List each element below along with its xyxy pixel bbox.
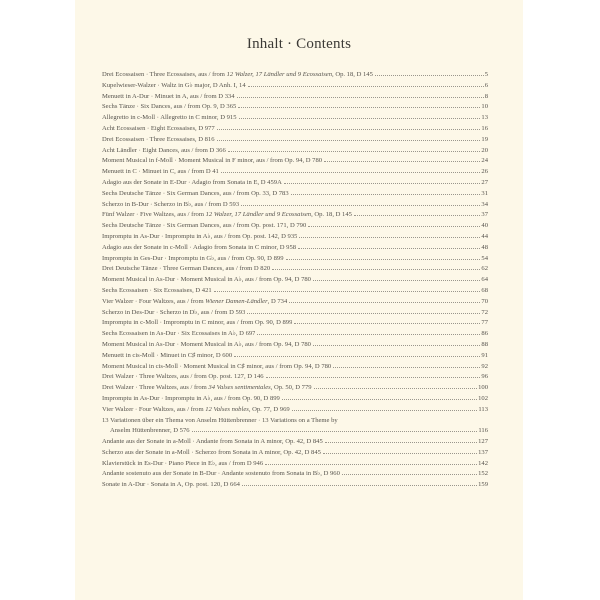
toc-entry: [102, 459, 488, 470]
title-text: Andante aus der Sonate in a-Moll · Andante from Sonata in A minor, Op. 42, D 845: [102, 438, 323, 446]
title-text: Sechs Deutsche Tänze · Six German Dances, aus / from Op. post. 171, D 790: [102, 222, 307, 230]
title-text: Sechs Deutsche Tänze · Six German Dances, aus / from Op. 33, D 783: [102, 189, 289, 197]
document-page: [75, 0, 523, 600]
title-text: Drei Ecossaisen · Three Ecossaises, D 816: [102, 135, 215, 143]
toc-entry: [102, 264, 488, 275]
dot-leader: [266, 377, 481, 378]
toc-entry: [102, 200, 488, 211]
dot-leader: [192, 431, 478, 432]
title-text: Drei Walzer · Three Waltzes, aus / from: [102, 384, 209, 392]
toc-entry-title: [102, 308, 245, 319]
toc-entry-title: [102, 102, 236, 113]
dot-leader: [323, 453, 477, 454]
dot-leader: [217, 140, 481, 141]
page-number: 31: [481, 189, 488, 197]
dot-leader: [221, 172, 481, 173]
page-number: 16: [481, 124, 488, 132]
page-number: 44: [481, 232, 488, 240]
dot-leader: [342, 474, 477, 475]
page-number: 77: [481, 319, 488, 327]
toc-entry: [102, 286, 488, 297]
toc-entry-title: [102, 318, 292, 329]
collection-title: 12 Valses nobles: [205, 405, 249, 413]
page-number: 142: [478, 459, 488, 467]
title-text: Sechs Ecossaisen · Six Ecossaises, D 421: [102, 286, 212, 294]
page-number: 6: [484, 81, 488, 89]
toc-entry-title: [102, 221, 306, 232]
title-text: Impromptu in c-Moll · Impromptu in C minor, aus / from Op. 90, D 899: [102, 319, 293, 327]
toc-entry: [102, 469, 488, 480]
dot-leader: [237, 97, 484, 98]
toc-entry: [102, 383, 488, 394]
toc-entry: [102, 167, 488, 178]
toc-entry-title: [102, 92, 235, 103]
title-text: Menuett in cis-Moll · Minuet in C♯ minor, D 600: [102, 351, 233, 359]
dot-leader: [247, 313, 480, 314]
page-number: 68: [481, 286, 488, 294]
page-number: 8: [484, 92, 488, 100]
toc-entry: [102, 113, 488, 124]
dot-leader: [294, 323, 480, 324]
title-text: Moment Musical in As-Dur · Moment Musical in A♭, aus / from Op. 94, D 780: [102, 276, 311, 284]
toc-entry-title: [102, 351, 232, 362]
page-number: 113: [478, 405, 488, 413]
title-text: Sonate in A-Dur · Sonata in A, Op. post. 120, D 664: [102, 481, 240, 489]
toc-entry: [102, 254, 488, 265]
page-number: 40: [481, 222, 488, 230]
title-text: Moment Musical in cis-Moll · Moment Musical in C♯ minor, aus / from Op. 94, D 780: [102, 362, 332, 370]
title-text: Impromptu in Ges-Dur · Impromptu in G♭, aus / from Op. 90, D 899: [102, 254, 284, 262]
toc-entry-title: [102, 340, 311, 351]
toc-entry-title: Anselm Hüttenbrenner, D 576: [110, 427, 190, 435]
page-number: 26: [481, 168, 488, 176]
title-text: Drei Ecossaisen · Three Ecossaises, aus / from: [102, 71, 227, 78]
dot-leader: [289, 302, 480, 303]
page-number: 5: [484, 71, 488, 78]
toc-entry: [102, 351, 488, 362]
toc-entry: [102, 329, 488, 340]
dot-leader: [239, 118, 481, 119]
toc-entry-title: [102, 254, 284, 265]
page-title: Inhalt · Contents: [246, 36, 352, 52]
page-number: 96: [481, 373, 488, 381]
toc-entry: [102, 405, 488, 416]
toc-entry: [102, 210, 488, 221]
toc-entry: [102, 221, 488, 232]
page-number: 24: [481, 157, 488, 165]
toc-entry-title: [102, 394, 280, 405]
toc-entry-title: [102, 405, 290, 416]
page-number: 62: [481, 265, 488, 273]
toc-entry: [102, 437, 488, 448]
title-text: Allegretto in c-Moll · Allegretto in C minor, D 915: [102, 114, 237, 122]
dot-leader: [238, 107, 480, 108]
toc-entry-title: [102, 167, 219, 178]
toc-entry-title: [102, 297, 287, 308]
toc-entry-title: [102, 232, 297, 243]
page-number: 34: [481, 200, 488, 208]
catalog-number: , Op. 18, D 145: [311, 211, 352, 219]
toc-entry: [102, 189, 488, 200]
page-number: 13: [481, 114, 488, 122]
page-number: 127: [478, 438, 488, 446]
toc-entry: [102, 232, 488, 243]
page-number: 100: [478, 384, 488, 392]
page-number: 54: [481, 254, 488, 262]
toc-entry-multiline-second: [102, 426, 488, 437]
title-text: Menuett in C · Minuet in C, aus / from D 41: [102, 168, 219, 176]
toc-entry: [102, 135, 488, 146]
collection-title: Wiener Damen-Ländler: [205, 297, 268, 305]
page-number: 102: [478, 394, 488, 402]
dot-leader: [314, 388, 478, 389]
toc-entry-title: [102, 135, 215, 146]
title-text: Sechs Tänze · Six Dances, aus / from Op. 9, D 365: [102, 103, 237, 111]
toc-entry-title: [102, 448, 321, 459]
toc-entry-multiline-first: 13 Variationen über ein Thema von Anselm Hüttenbrenner · 13 Variations on a Theme by: [102, 416, 338, 424]
title-text: Klavierstück in Es-Dur · Piano Piece in E♭, aus / from D 946: [102, 459, 264, 467]
toc-entry-title: [102, 113, 237, 124]
page-number: 64: [481, 276, 488, 284]
dot-leader: [234, 356, 480, 357]
toc-entry-title: [102, 178, 282, 189]
collection-title: 12 Walzer, 17 Ländler und 9 Ecossaisen: [226, 71, 333, 78]
toc-entry-title: [102, 124, 215, 135]
toc-entry-title: [102, 329, 255, 340]
dot-leader: [272, 269, 480, 270]
title-text: Moment Musical in f-Moll · Moment Musical in F minor, aus / from Op. 94, D 780: [102, 157, 323, 165]
toc-entry-title: [102, 383, 312, 394]
toc-entry: [102, 178, 488, 189]
collection-title: 12 Walzer, 17 Ländler und 9 Ecossaisen: [205, 211, 312, 219]
dot-leader: [324, 161, 480, 162]
title-text: Andante sostenuto aus der Sonate in B-Dur · Andante sostenuto from Sonata in B♭, D 960: [102, 470, 340, 478]
dot-leader: [257, 334, 480, 335]
title-text: Acht Ländler · Eight Dances, aus / from D 366: [102, 146, 226, 154]
dot-leader: [354, 215, 480, 216]
title-text: Vier Walzer · Four Waltzes, aus / from: [102, 297, 206, 305]
title-text: Menuett in A-Dur · Minuet in A, aus / from D 334: [102, 92, 235, 100]
page-number: 72: [481, 308, 488, 316]
title-text: Impromptu in As-Dur · Impromptu in A♭, aus / from Op. 90, D 899: [102, 394, 280, 402]
toc-entry: [102, 297, 488, 308]
title-text: Acht Ecossaisen · Eight Ecossaises, D 977: [102, 124, 215, 132]
toc-entry-title: [102, 275, 311, 286]
dot-leader: [265, 464, 477, 465]
toc-entry-title: [102, 210, 352, 221]
title-text: Adagio aus der Sonate in c-Moll · Adagio from Sonata in C minor, D 958: [102, 243, 297, 251]
title-text: Scherzo in Des-Dur · Scherzo in D♭, aus / from D 593: [102, 308, 246, 316]
toc-entry: [102, 318, 488, 329]
toc-entry: [102, 480, 488, 491]
toc-entry: [102, 243, 488, 254]
toc-entry-title: [102, 362, 331, 373]
page-number: 19: [481, 135, 488, 143]
catalog-number: , Op. 77, D 969: [248, 405, 290, 413]
dot-leader: [298, 248, 480, 249]
title-text: Adagio aus der Sonate in E-Dur · Adagio from Sonata in E, D 459A: [102, 178, 282, 186]
dot-leader: [214, 291, 481, 292]
page-number: 86: [481, 330, 488, 338]
dot-leader: [242, 485, 477, 486]
page-number: 91: [481, 351, 488, 359]
toc-entry: [102, 124, 488, 135]
dot-leader: [313, 280, 480, 281]
collection-title: 34 Valses sentimentales: [208, 384, 271, 392]
table-of-contents: [102, 70, 488, 491]
dot-leader: [299, 237, 480, 238]
toc-entry-title: [102, 70, 373, 81]
toc-entry: [102, 308, 488, 319]
page-number: 70: [481, 297, 488, 305]
toc-entry-title: [102, 480, 240, 491]
title-text: Vier Walzer · Four Waltzes, aus / from: [102, 405, 206, 413]
toc-entry-title: [102, 372, 264, 383]
toc-entry-title: [102, 200, 239, 211]
toc-entry-title: [102, 243, 296, 254]
dot-leader: [292, 410, 478, 411]
title-text: Moment Musical in As-Dur · Moment Musical in A♭, aus / from Op. 94, D 780: [102, 340, 311, 348]
toc-entry: [102, 81, 488, 92]
catalog-number: , Op. 50, D 779: [270, 384, 312, 392]
dot-leader: [333, 367, 480, 368]
dot-leader: [308, 226, 480, 227]
page-number: 10: [481, 103, 488, 111]
toc-entry: [102, 156, 488, 167]
toc-entry-title: [102, 156, 322, 167]
dot-leader: [284, 183, 481, 184]
toc-entry: [102, 92, 488, 103]
toc-entry: [102, 146, 488, 157]
catalog-number: , Op. 18, D 145: [332, 71, 373, 78]
title-text: Impromptu in As-Dur · Impromptu in A♭, aus / from Op. post. 142, D 935: [102, 232, 298, 240]
title-text: Drei Deutsche Tänze · Three German Dances, aus / from D 820: [102, 265, 271, 273]
dot-leader: [375, 75, 484, 76]
page-number: 27: [481, 178, 488, 186]
page-number: 159: [478, 481, 488, 489]
catalog-number: , D 734: [267, 297, 288, 305]
toc-entry-title: [102, 469, 340, 480]
dot-leader: [313, 345, 480, 346]
page-number: 48: [481, 243, 488, 251]
page-number: 88: [481, 340, 488, 348]
toc-entry: [102, 394, 488, 405]
page-number: 20: [481, 146, 488, 154]
dot-leader: [282, 399, 477, 400]
title-text: Scherzo in B-Dur · Scherzo in B♭, aus / from D 593: [102, 200, 240, 208]
page-number: 37: [481, 211, 488, 219]
title-text: Kupelwieser-Walzer · Waltz in G♭ major, D Anh. I, 14: [102, 81, 246, 89]
dot-leader: [325, 442, 477, 443]
title-text: Drei Walzer · Three Waltzes, aus / from Op. post. 127, D 146: [102, 373, 264, 381]
dot-leader: [241, 205, 480, 206]
toc-entry-title: [102, 437, 323, 448]
toc-entry-title: [102, 459, 263, 470]
title-text: Sechs Ecossaisen in As-Dur · Six Ecossaises in A♭, D 697: [102, 330, 256, 338]
toc-entry: [102, 340, 488, 351]
page-number: 152: [478, 470, 488, 478]
toc-entry-title: [102, 81, 246, 92]
toc-entry: [102, 448, 488, 459]
dot-leader: [286, 259, 481, 260]
dot-leader: [228, 151, 481, 152]
title-text: Scherzo aus der Sonate in a-Moll · Scherzo from Sonata in A minor, Op. 42, D 845: [102, 448, 321, 456]
dot-leader: [291, 194, 481, 195]
toc-entry-title: [102, 146, 226, 157]
page-number: 137: [478, 448, 488, 456]
toc-entry: [102, 102, 488, 113]
toc-entry-title: [102, 286, 212, 297]
dot-leader: [217, 129, 481, 130]
toc-entry: [102, 70, 488, 81]
dot-leader: [248, 86, 484, 87]
title-text: Fünf Walzer · Five Waltzes, aus / from: [102, 211, 206, 219]
page-number: 116: [478, 427, 488, 435]
toc-entry-title: [102, 189, 289, 200]
toc-entry: [102, 275, 488, 286]
toc-entry-title: [102, 264, 270, 275]
toc-entry: [102, 372, 488, 383]
page-number: 92: [481, 362, 488, 370]
toc-entry: [102, 362, 488, 373]
